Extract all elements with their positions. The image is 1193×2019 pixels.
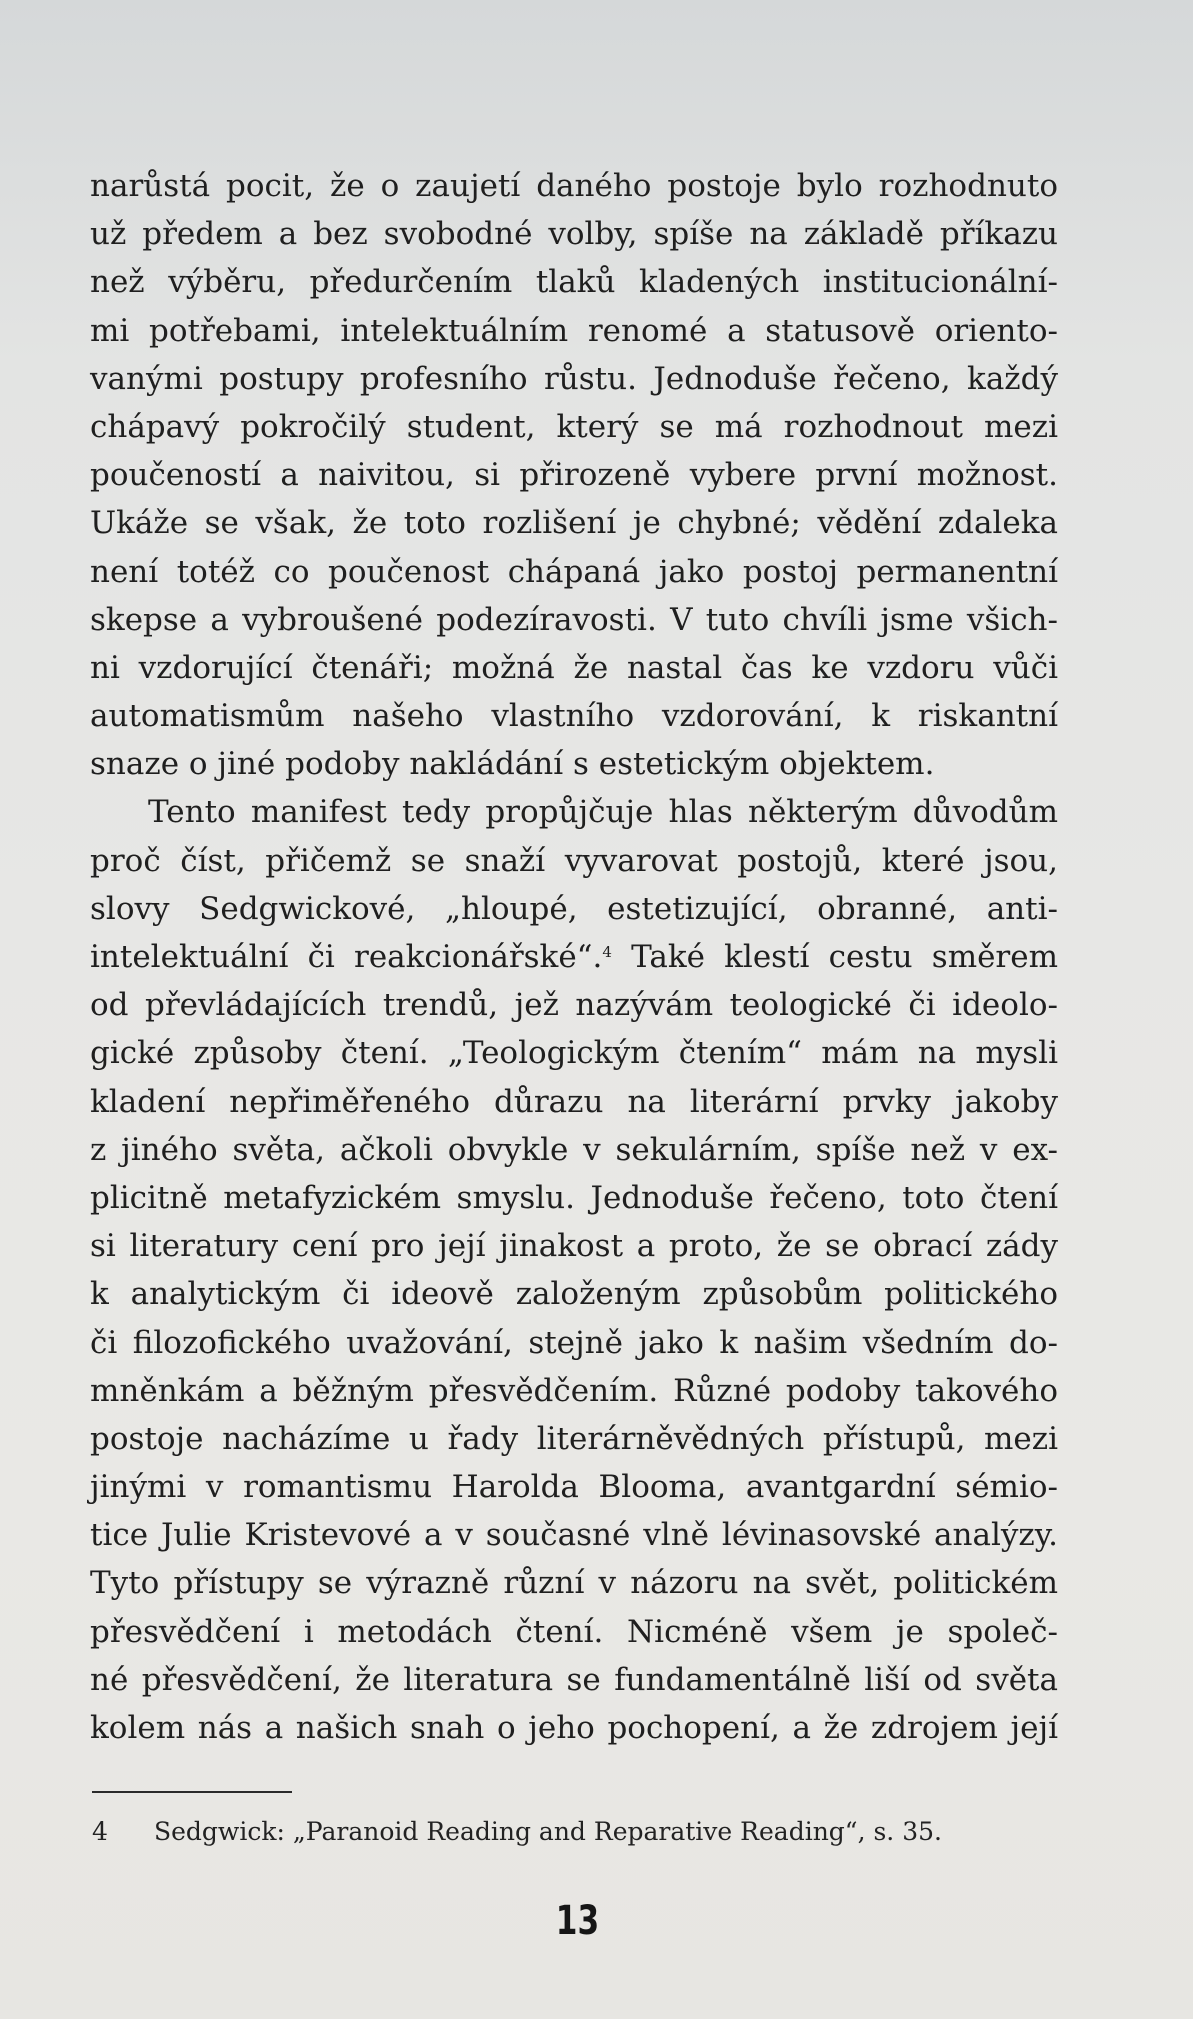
sentence-continuation: Také klestí cestu směrem [631,939,1058,975]
text-line: či filozofického uvažování, stejně jako k našim všedním do- [90,1324,1058,1361]
footnote-number: 4 [92,1817,108,1846]
text-line-with-footnote [90,933,1058,981]
text-line: vanými postupy profesního růstu. Jednoduše řečeno, každý [90,360,1058,397]
text-line: mi potřebami, intelektuálním renomé a statusově oriento- [90,312,1058,349]
paragraph-end-line: snaze o jiné podoby nakládání s estetickým objektem. [90,746,935,783]
text-line: automatismům našeho vlastního vzdorování, k riskantní [90,698,1058,735]
text-line: kolem nás a našich snah o jeho pochopení, a že zdrojem její [90,1710,1058,1746]
text-line: proč číst, přičemž se snaží vyvarovat postojů, které jsou, [90,842,1058,879]
text-line: přesvědčení i metodách čtení. Nicméně všem je společ- [90,1613,1058,1650]
page-body [90,162,1058,1752]
text-line: už předem a bez svobodné volby, spíše na základě příkazu [90,216,1058,253]
text-line: ni vzdorující čtenáři; možná že nastal čas ke vzdoru vůči [90,649,1058,686]
footnote-divider [92,1791,292,1793]
text-line: skepse a vybroušené podezíravosti. V tuto chvíli jsme všich- [90,601,1058,638]
footnote-reference[interactable]: 4 [602,943,612,961]
quote-end-text: intelektuální či reakcionářské“. [90,939,603,975]
text-line: není totéž co poučenost chápaná jako postoj permanentní [90,553,1058,590]
text-line: gické způsoby čtení. „Teologickým čtením“ mám na mysli [90,1035,1058,1072]
text-line: poučeností a naivitou, si přirozeně vybere první možnost. [90,457,1058,494]
paragraph-start-line: Tento manifest tedy propůjčuje hlas některým důvodům [148,794,1058,831]
text-line: Ukáže se však, že toto rozlišení je chybné; vědění zdaleka [90,505,1058,542]
footnote-text: Sedgwick: „Paranoid Reading and Reparative Reading“, s. 35. [154,1817,942,1846]
text-line: narůstá pocit, že o zaujetí daného postoje bylo rozhodnuto [90,168,1058,204]
text-line: z jiného světa, ačkoli obvykle v sekulárním, spíše než v ex- [90,1131,1058,1168]
text-line: né přesvědčení, že literatura se fundamentálně liší od světa [90,1661,1058,1698]
text-line: si literatury cení pro její jinakost a proto, že se obrací zády [90,1228,1058,1265]
text-line: Tyto přístupy se výrazně různí v názoru na svět, politickém [90,1565,1058,1602]
text-line: chápavý pokročilý student, který se má rozhodnout mezi [90,408,1058,445]
text-line: kladení nepřiměřeného důrazu na literární prvky jakoby [90,1083,1058,1120]
text-line: od převládajících trendů, jež nazývám teologické či ideolo- [90,987,1058,1024]
text-line: tice Julie Kristevové a v současné vlně lévinasovské analýzy. [90,1517,1058,1554]
text-line: jinými v romantismu Harolda Blooma, avantgardní sémio- [90,1469,1058,1506]
text-line: slovy Sedgwickové, „hloupé, estetizující, obranné, anti- [90,890,1058,927]
page-number: 13 [555,1898,600,1944]
text-line: mněnkám a běžným přesvědčením. Různé podoby takového [90,1372,1058,1409]
text-line: plicitně metafyzickém smyslu. Jednoduše řečeno, toto čtení [90,1179,1058,1216]
text-line: než výběru, předurčením tlaků kladených institucionální- [90,264,1058,301]
text-line: postoje nacházíme u řady literárněvědných přístupů, mezi [90,1420,1058,1457]
footnote [92,1814,942,1850]
text-line: k analytickým či ideově založeným způsobům politického [90,1276,1058,1313]
